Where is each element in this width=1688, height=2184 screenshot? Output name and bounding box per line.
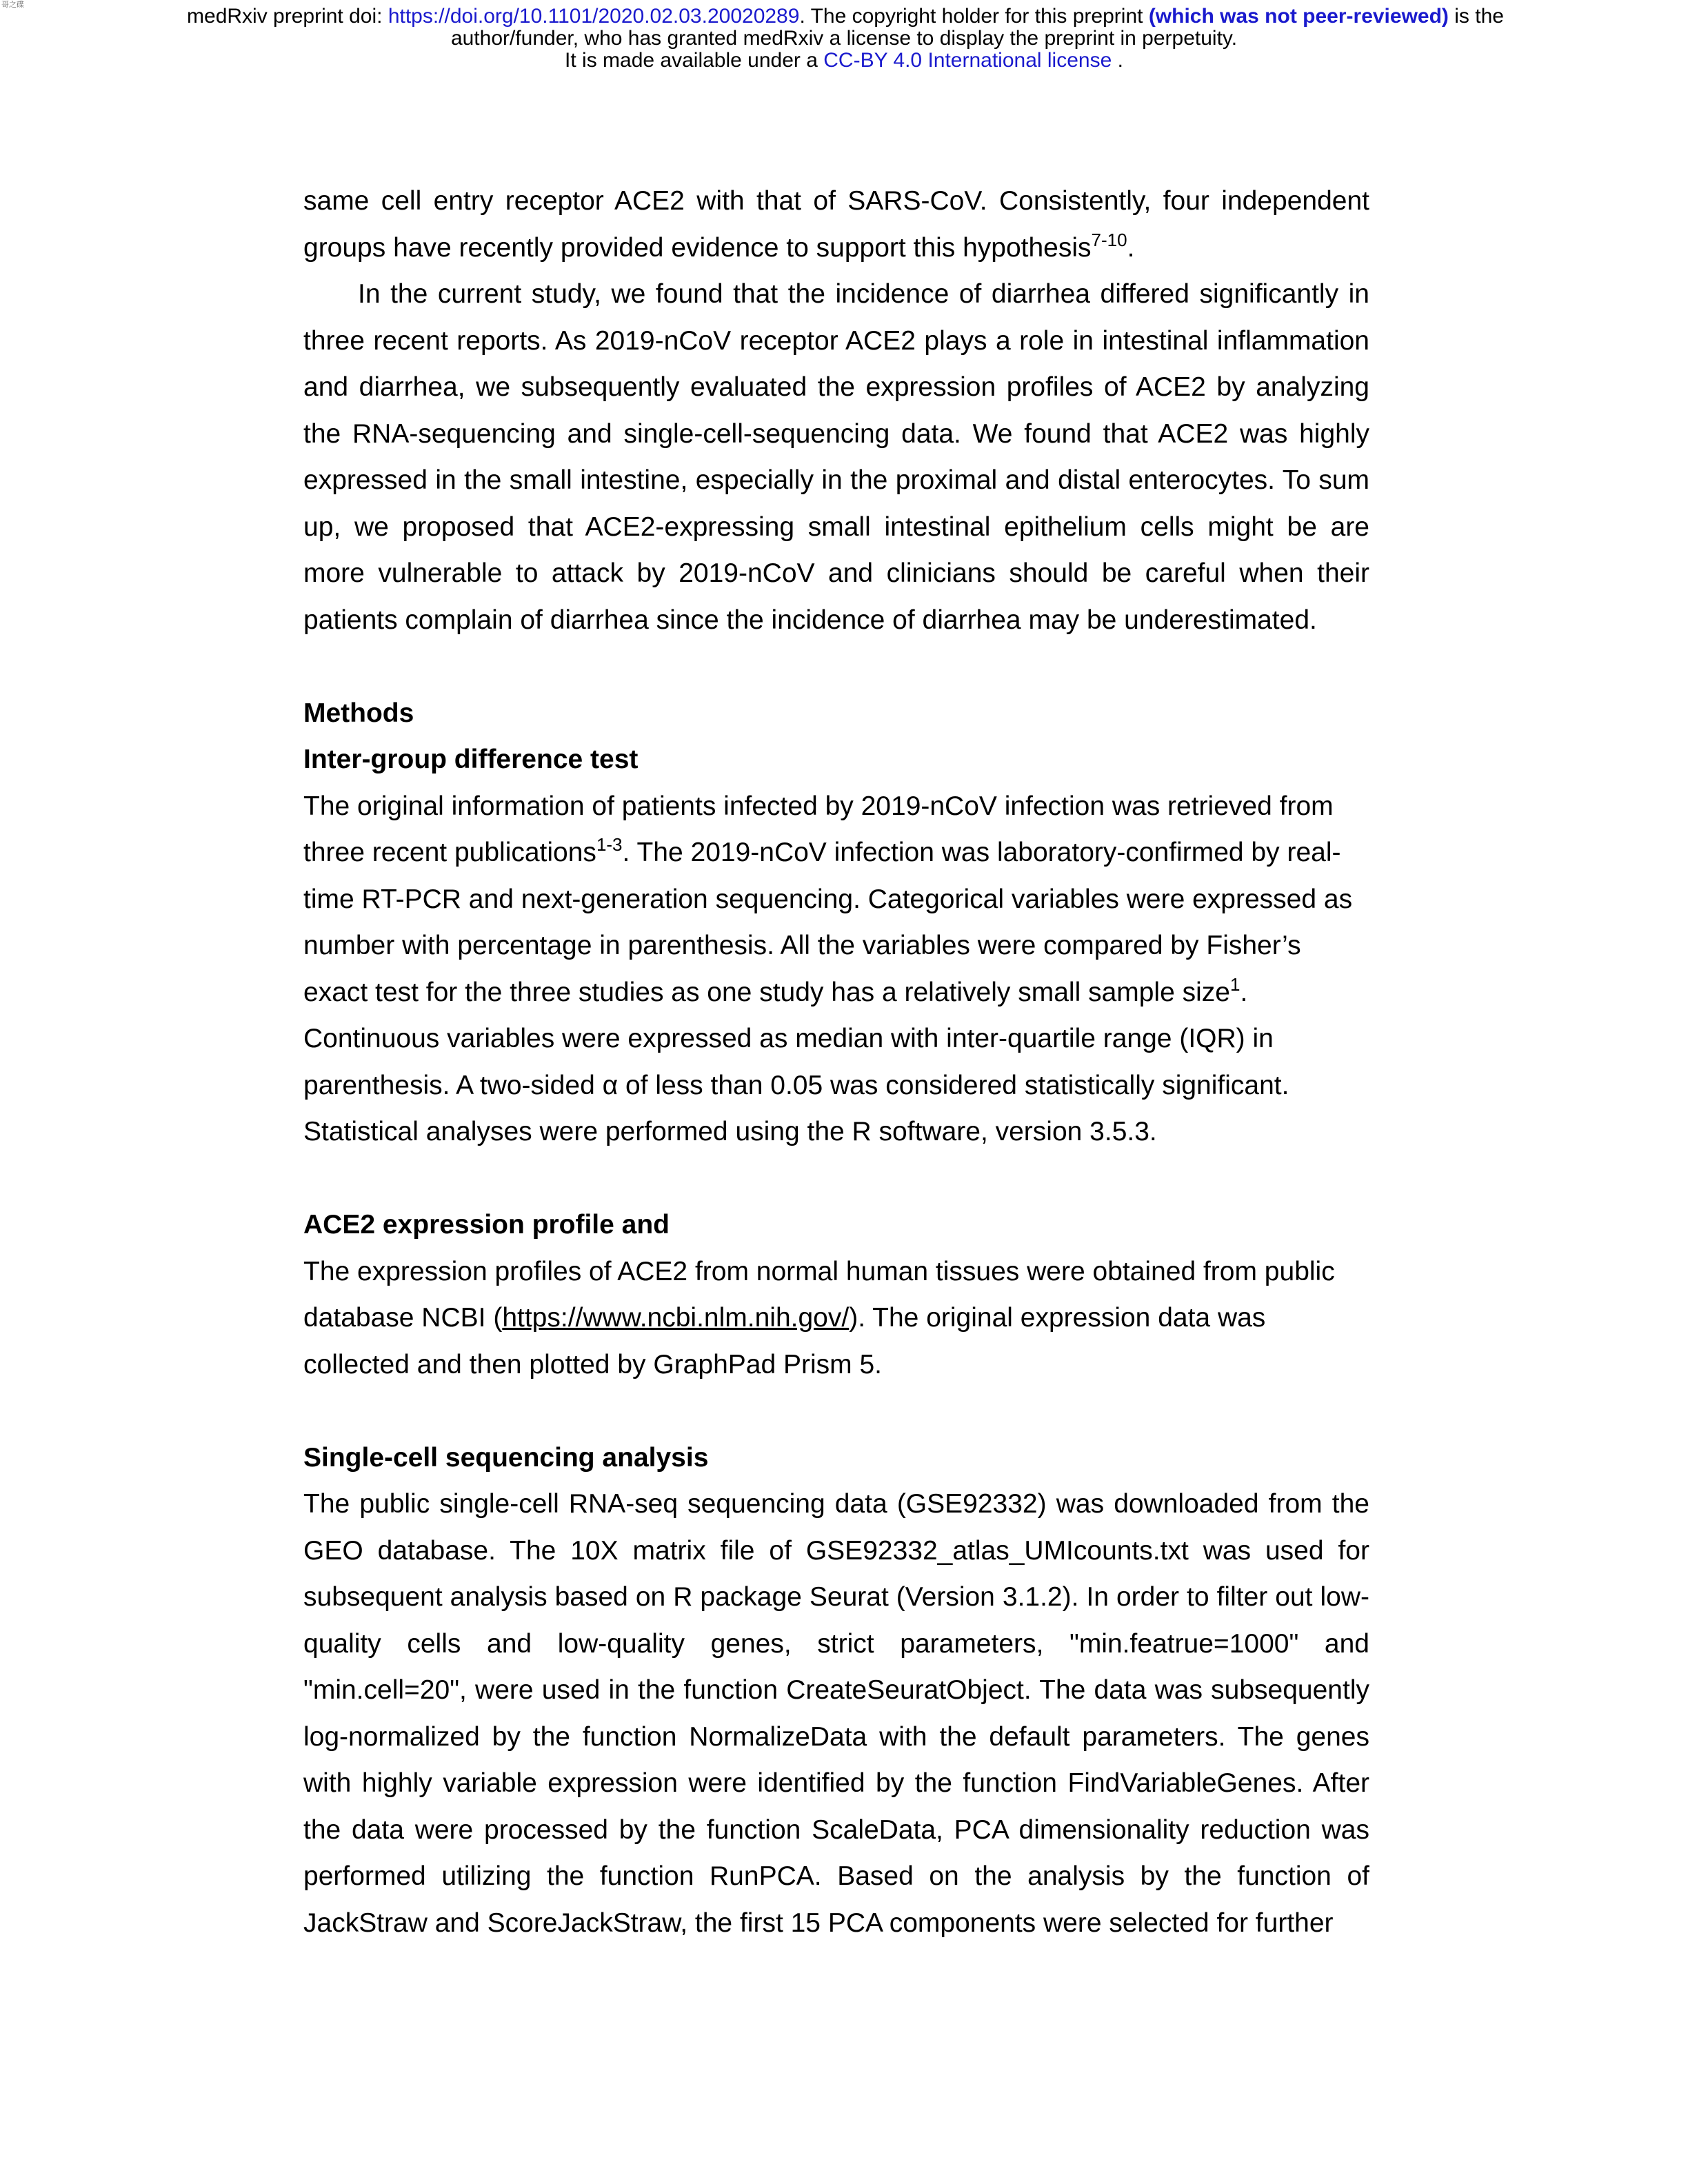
inter-group-text-c: . Continuous variables were expressed as median with inter-quartile range (IQR) in parenthesis. A two-sided α of less than 0.05 was considered statistically significant. Statistical analyses were performed using the R software, version 3.5.3. — [303, 977, 1289, 1146]
inter-group-text-a: The original information of patients infected by 2019-nCoV infection was retrieved from three recent publications — [303, 791, 1334, 867]
citation-superscript: 1 — [1229, 973, 1240, 995]
corner-mark: 哥之碟 — [1, 1, 24, 9]
intro-paragraph-1-text: same cell entry receptor ACE2 with that of SARS-CoV. Consistently, four independent groups have recently provided evidence to support this hypothesis — [303, 186, 1369, 263]
inter-group-paragraph — [303, 783, 1369, 1155]
intro-paragraph-1 — [303, 178, 1369, 271]
section-gap — [303, 643, 1369, 690]
ncbi-link[interactable]: https://www.ncbi.nlm.nih.gov/ — [502, 1303, 850, 1333]
header-license-suffix: . — [1112, 49, 1123, 72]
header-copyright-text: . The copyright holder for this preprint — [799, 5, 1149, 28]
citation-superscript: 7-10 — [1091, 229, 1127, 250]
preprint-header — [0, 6, 1688, 72]
header-prefix: medRxiv preprint doi: — [187, 5, 388, 28]
peer-review-note: (which was not peer-reviewed) — [1148, 5, 1449, 28]
section-gap — [303, 1388, 1369, 1435]
citation-superscript: 1-3 — [596, 834, 623, 855]
ace2-expression-paragraph — [303, 1248, 1369, 1388]
header-line-2: author/funder, who has granted medRxiv a license to display the preprint in perpetuity. — [450, 27, 1238, 50]
inter-group-text-b: . The 2019-nCoV infection was laboratory-confirmed by real-time RT-PCR and next-generation sequencing. Categorical variables were expressed as number with percentage in parenthesis. All the variables were compared by Fisher’s exact test for the three studies as one study has a relatively small sample size — [303, 838, 1353, 1007]
subsection-heading-single-cell: Single-cell sequencing analysis — [303, 1442, 709, 1473]
ace2-expression-text-b: ). The original expression data was collected and then plotted by GraphPad Prism 5. — [303, 1303, 1266, 1379]
doi-link[interactable]: https://doi.org/10.1101/2020.02.03.20020289 — [388, 5, 800, 28]
section-gap — [303, 1155, 1369, 1202]
methods-heading: Methods — [303, 698, 414, 728]
intro-paragraph-1-end: . — [1127, 232, 1135, 263]
header-line-1 — [0, 6, 1688, 28]
page-body — [303, 178, 1369, 1946]
ace2-expression-text-a: The expression profiles of ACE2 from normal human tissues were obtained from public database NCBI ( — [303, 1256, 1335, 1333]
subsection-heading-inter-group: Inter-group difference test — [303, 745, 639, 774]
header-line-3 — [0, 50, 1688, 72]
header-line-1-end: is the — [1448, 5, 1504, 28]
intro-paragraph-2: In the current study, we found that the incidence of diarrhea differed significantly in three recent reports. As 2019-nCoV receptor ACE2 plays a role in intestinal inflammation and diarrhea, we subsequently evaluated the expression profiles of ACE2 by analyzing the RNA-sequencing and single-cell-sequencing data. We found that ACE2 was highly expressed in the small intestine, especially in the proximal and distal enterocytes. To sum up, we proposed that ACE2-expressing small intestinal epithelium cells might be are more vulnerable to attack by 2019-nCoV and clinicians should be careful when their patients complain of diarrhea since the incidence of diarrhea may be underestimated. — [303, 279, 1369, 635]
header-license-prefix: It is made available under a — [565, 49, 824, 72]
single-cell-paragraph: The public single-cell RNA-seq sequencing data (GSE92332) was downloaded from the GEO database. The 10X matrix file of GSE92332_atlas_UMIcounts.txt was used for subsequent analysis based on R package Seurat (Version 3.1.2). In order to filter out low-quality cells and low-quality genes, strict parameters, "min.featrue=1000" and "min.cell=20", were used in the function CreateSeuratObject. The data was subsequently log-normalized by the function NormalizeData with the default parameters. The genes with highly variable expression were identified by the function FindVariableGenes. After the data were processed by the function ScaleData, PCA dimensionality reduction was performed utilizing the function RunPCA. Based on the analysis by the function of JackStraw and ScoreJackStraw, the first 15 PCA components were selected for further — [303, 1489, 1369, 1938]
license-link[interactable]: CC-BY 4.0 International license — [823, 49, 1112, 72]
subsection-heading-ace2-expression: ACE2 expression profile and — [303, 1210, 670, 1240]
